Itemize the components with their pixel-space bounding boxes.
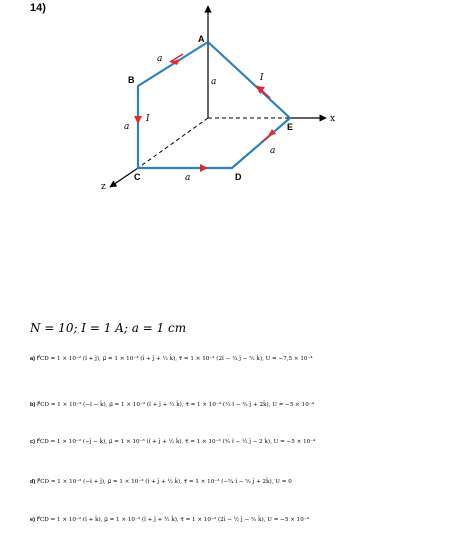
option-text: F⃗CD = 1 × 10⁻² (−î + ĵ), μ⃗ = 1 × 10⁻³ (î + ĵ + ½ k̂), τ⃗ = 1 × 10⁻³ (−⁵⁄₄ î − ⁵⁄₂ ĵ + 2k̂), U = 0 (37, 479, 292, 485)
option-text: F⃗CD = 1 × 10⁻² (−î − k̂), μ⃗ = 1 × 10⁻³ (î + ĵ + ½ k̂), τ⃗ = 1 × 10⁻³ (½ î − ³⁄₂ ĵ + 2k̂), U = −5 × 10⁻⁴ (37, 402, 314, 408)
option-text: F⃗CD = 1 × 10⁻² (î + ĵ), μ⃗ = 1 × 10⁻³ (î + ĵ + ½ k̂), τ⃗ = 1 × 10⁻³ (2î − ¼ ĵ − ⁵⁄₂ k̂), U = −7,5 × 10⁻⁴ (36, 356, 313, 362)
option-letter: b) (30, 402, 36, 408)
arrow-cd-icon (200, 164, 208, 172)
option-text: F⃗CD = 1 × 10⁻² (−ĵ − k̂), μ⃗ = 1 × 10⁻³ (î + ĵ + ½ k̂), τ⃗ = 1 × 10⁻³ (³⁄₂ î − ½ ĵ − 2 k̂), U = −5 × 10⁻⁴ (36, 439, 316, 445)
side-label-de: a (270, 146, 276, 156)
vertex-label-b: B (128, 75, 135, 85)
question-number: 14) (30, 2, 46, 14)
option-text: F⃗CD = 1 × 10⁻² (î + k̂), μ⃗ = 1 × 10⁻³ (î + ĵ + ½ k̂), τ⃗ = 1 × 10⁻³ (2î − ½ ĵ − ⁵⁄₂ k̂), U = −5 × 10⁻⁴ (36, 517, 309, 523)
vertex-label-d: D (235, 172, 242, 182)
option-b[interactable] (30, 403, 470, 409)
current-label-bc: I (146, 114, 150, 124)
option-e[interactable] (30, 518, 470, 524)
side-label-cd: a (185, 173, 191, 183)
option-d[interactable] (30, 480, 470, 486)
side-label-vertical: a (211, 77, 217, 87)
option-letter: c) (30, 439, 35, 445)
side-label-bc: a (124, 122, 130, 132)
axis-label-x: x (330, 114, 336, 124)
axis-label-z: z (101, 182, 106, 192)
arrow-bc-icon (134, 116, 142, 124)
vertex-label-e: E (287, 122, 294, 132)
arrow-de-shaft (262, 132, 274, 142)
option-c[interactable] (30, 440, 470, 446)
option-letter: a) (30, 356, 35, 362)
option-a[interactable] (30, 357, 470, 363)
z-axis-dashed (138, 118, 208, 168)
option-letter: d) (30, 479, 36, 485)
vertex-label-a: A (198, 34, 205, 44)
current-label-ae: I (260, 73, 264, 83)
side-label-ab: a (157, 54, 163, 64)
vertex-label-c: C (134, 172, 141, 182)
option-letter: e) (30, 517, 35, 523)
given-values: N = 10; I = 1 A; a = 1 cm (30, 321, 187, 335)
